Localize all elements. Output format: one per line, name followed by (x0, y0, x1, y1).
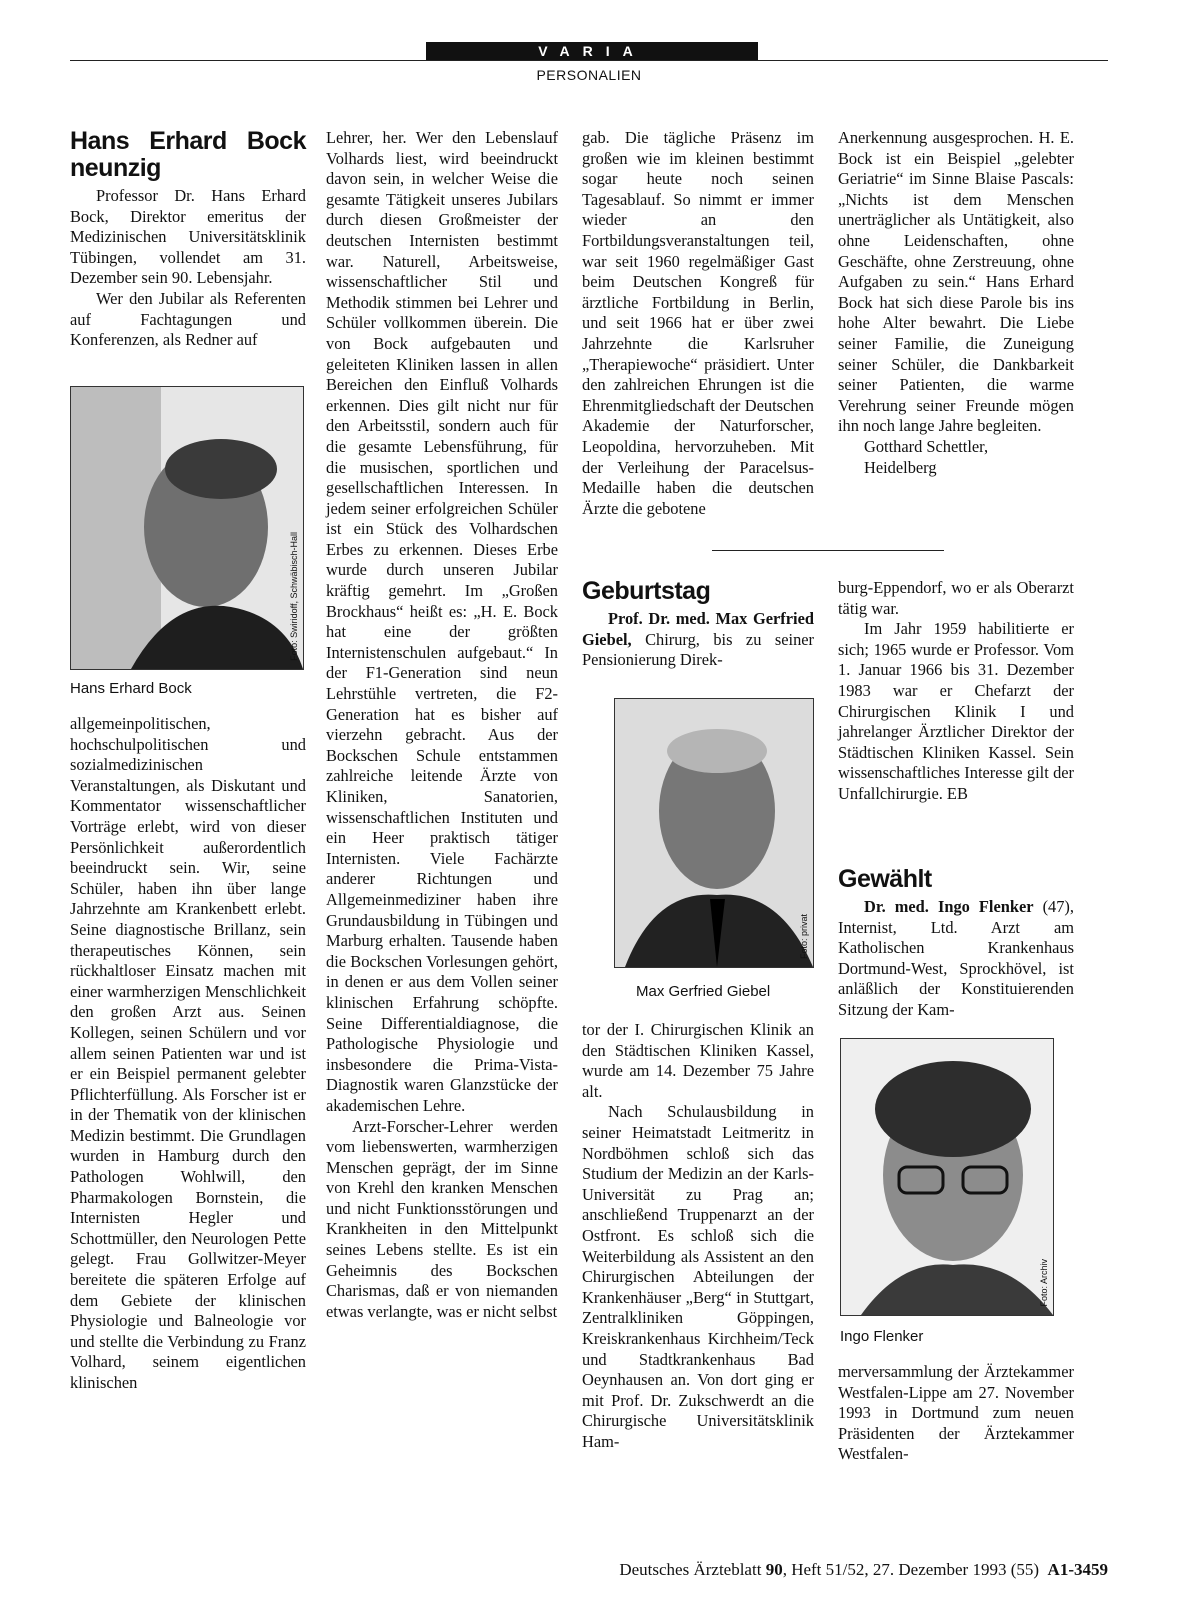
article1-col1-top (70, 128, 306, 351)
article2-lead-text: Chirurg, bis zu seiner Pensionierung Direk- (582, 629, 814, 670)
section-label: VARIA (426, 42, 758, 60)
article2-paragraph: burg-Eppendorf, wo er als Oberarzt tätig war. (838, 578, 1074, 618)
article1-author-city: Heidelberg (864, 457, 937, 477)
article3-bottom (838, 1362, 1074, 1465)
article1-author: Gotthard Schettler, (864, 436, 989, 456)
page-number: A1-3459 (1047, 1560, 1108, 1579)
photo-credit: Foto: Swiridoff, Schwäbisch-Hall (289, 532, 299, 661)
article1-col4 (838, 128, 1074, 478)
article3-paragraph: merversammlung der Ärztekammer Westfalen-Lippe am 27. November 1993 in Dortmund zum neuen Präsidenten der Ärztekammer Westfalen- (838, 1362, 1074, 1464)
article1-col2 (326, 128, 558, 1322)
portrait-silhouette-icon (841, 1039, 1053, 1315)
article1-paragraph: gab. Die tägliche Präsenz im großen wie im kleinen bestimmt sogar heute noch seinen Tagesablauf. So nimmt er immer wieder an den Fortbildungsveranstaltungen teil, war seit 1960 regelmäßiger Gast beim Deutschen Kongreß für ärztliche Fortbildung in Berlin, und seit 1966 hat er über zwei Jahrzehnte die Karlsruher „Therapiewoche“ präsidiert. Unter den zahlreichen Ehrungen ist die Ehrenmitgliedschaft der Deutschen Akademie der Naturforscher, Leopoldina, hervorzuheben. Mit der Verleihung der Paracelsus-Medaille haben die deutschen Ärzte die gebotene (582, 128, 814, 518)
article2-title: Geburtstag (582, 577, 711, 605)
article1-paragraph: Lehrer, her. Wer den Lebenslauf Volhards liest, wird beeindruckt davon sein, in welcher Weise die gesamte Tätigkeit unseres Jubilars durch diesen Großmeister der deutschen Internisten bestimmt war. Naturell, Arbeitsweise, wissenschaftlicher Stil und Methodik stimmen bei Lehrer und Schüler vollkommen überein. Die von Bock aufgebauten und geleiteten Kliniken lassen in allen Bereichen den Einfluß Volhards erkennen. Dies gilt nicht nur für den Arbeitsstil, sondern auch für die gesamte Lebensführung, für die musischen, sportlichen und gesellschaftlichen Interessen. In jedem seiner erfolgreichen Schüler ist ein Stück des Volhardschen Erbes zu erkennen. Dieses Erbe wurde durch unseren Jubilar kräftig gemehrt. Im „Großen Brockhaus“ heißt es: „H. E. Bock hat eine der größten Internistenschulen aufgebaut.“ In der F1-Generation sind neun Lehrstühle vertreten, die F2-Generation hat es bisher auf vierzehn gebracht. Aus der Bockschen Schule entstammen zahlreiche leitende Ärzte von Kliniken, Sanatorien, wissenschaftlichen Instituten und ein Heer praktisch tätiger Internisten. Viele Fachärzte anderer Richtungen und Allgemeinmediziner haben ihre Grundausbildung in Tübingen und Marburg erhalten. Tausende haben die Bockschen Vorlesungen gehört, in denen er aus dem Vollen seiner klinischen Erfahrung schöpfte. Seine Differentialdiagnose, die Pathologische Physiologie und insbesondere die Prima-Vista-Diagnostik waren Glanzstücke der akademischen Lehre. (326, 128, 558, 1115)
article2-paragraph: tor der I. Chirurgischen Klinik an den Städtischen Kliniken Kassel, wurde am 14. Dezember 75 Jahre alt. (582, 1020, 814, 1101)
journal-name: Deutsches Ärzteblatt (619, 1560, 762, 1579)
article2-top (582, 578, 814, 671)
article3-lead-text: (47), Internist, Ltd. Arzt am Katholischen Krankenhaus Dortmund-West, Sprockhövel, ist anläßlich der Konstituierenden Sitzung der Kam- (838, 897, 1074, 1019)
article2-col3-bottom (582, 1020, 814, 1452)
bock-photo (70, 386, 304, 670)
page-footer (619, 1560, 1108, 1580)
article1-title: Hans Erhard Bock neunzig (70, 127, 306, 182)
portrait-silhouette-icon (615, 699, 813, 967)
journal-volume: 90 (765, 1560, 783, 1579)
article1-paragraph: Wer den Jubilar als Referenten auf Fachtagungen und Konferenzen, als Redner auf (70, 288, 306, 350)
bock-caption: Hans Erhard Bock (70, 680, 192, 697)
article1-paragraph: Anerkennung ausgesprochen. H. E. Bock ist ein Beispiel „gelebter Geriatrie“ im Sinne Blaise Pascals: „Nichts ist dem Menschen unerträglicher als Untätigkeit, also ohne Leidenschaften, ohne Geschäfte, ohne Zerstreuung, ohne Aufgaben zu sein.“ Hans Erhard Bock hat sich diese Parole bis ins hohe Alter bewahrt. Die Liebe seiner Familie, die Zuneigung seiner Schüler, die Dankbarkeit seiner Patienten, die warme Verehrung seiner Freunde mögen ihn noch lange Jahre begleiten. (838, 128, 1074, 436)
article2-paragraph: Nach Schulausbildung in seiner Heimatstadt Leitmeritz in Nordböhmen schloß sich das Studium der Medizin an der Karls-Universität zu Prag an; anschließend Truppenarzt an der Ostfront. Es schloß sich die Weiterbildung als Assistent an den Chirurgischen Abteilungen der Krankenhäuser „Berg“ in Stuttgart, Zentralkliniken Göppingen, Kreiskrankenhaus Kirchheim/Teck und Stadtkrankenhaus Bad Oeynhausen an. Von dort ging er mit Prof. Dr. Zukschwerdt an die Chirurgische Universitätsklinik Ham- (582, 1102, 814, 1451)
article2-lead-name: Prof. Dr. med. Max Gerfried Giebel, (582, 609, 814, 649)
subsection-label: PERSONALIEN (536, 67, 642, 83)
giebel-caption: Max Gerfried Giebel (636, 983, 771, 1000)
article3-top (838, 866, 1074, 1021)
giebel-photo (614, 698, 814, 968)
article1-paragraph: Professor Dr. Hans Erhard Bock, Direktor emeritus der Medizinischen Universitätsklinik Tübingen, vollendet am 31. Dezember sein 90. Lebensjahr. (70, 186, 306, 288)
article2-col4 (838, 578, 1074, 805)
article1-paragraph: Arzt-Forscher-Lehrer werden vom liebenswerten, warmherzigen Menschen geprägt, der im Sinne von Krehl den kranken Menschen und nicht Funktionsstörungen und Krankheiten in den Mittelpunkt seines Lebens stellte. Es ist ein Geheimnis des Bockschen Charismas, daß er von niemanden etwas verlangte, was er nicht selbst (326, 1116, 558, 1321)
photo-credit: Foto: Archiv (1039, 1259, 1049, 1307)
article1-col1-bottom (70, 714, 306, 1394)
article-divider (712, 550, 944, 551)
header-rule (70, 60, 1108, 61)
journal-issue: , Heft 51/52, 27. Dezember 1993 (55) (782, 1560, 1040, 1579)
portrait-silhouette-icon (71, 387, 303, 669)
photo-credit: Foto: privat (799, 913, 809, 959)
article3-lead-name: Dr. med. Ingo Flenker (864, 897, 1034, 916)
article1-col3 (582, 128, 814, 519)
flenker-photo (840, 1038, 1054, 1316)
article1-paragraph: allgemeinpolitischen, hochschulpolitischen und sozialmedizinischen Veranstaltungen, als Diskutant und Kommentator wissenschaftlicher Vorträge erlebt, wird von dieser Persönlichkeit außerordentlich beeindruckt sein. Wir, seine Schüler, haben ihn über lange Jahrzehnte am Krankenbett erlebt. Seine diagnostische Brillanz, sein therapeutisches Können, sein rückhaltloser Einsatz machen mit einer warmherzigen Menschlichkeit den großen Arzt aus. Seinen Kollegen, seinen Schülern und vor allem seinen Patienten war und ist er ein Beispiel permanent gelebter Pflichterfüllung. Als Forscher ist er in der Thematik von der klinischen Medizin bestimmt. Die Grundlagen wurden in Hamburg durch den Pathologen Wohlwill, den Pharmakologen Bornstein, die Internisten Hegler und Schottmüller, den Neurologen Pette gelegt. Frau Gollwitzer-Meyer bereitete die späteren Erfolge auf dem Gebiete der klinischen Physiologie und Balneologie vor und stellte die Verbindung zu Franz Volhard, seinem eigentlichen klinischen (70, 714, 306, 1392)
flenker-caption: Ingo Flenker (840, 1328, 924, 1345)
article3-title: Gewählt (838, 865, 932, 893)
article2-paragraph: Im Jahr 1959 habilitierte er sich; 1965 wurde er Professor. Vom 1. Januar 1966 bis 31. Dezember 1983 war er Chefarzt der Chirurgischen Klinik I und jahrelanger Ärztlicher Direktor der Städtischen Kliniken Kassel. Sein wissenschaftliches Interesse gilt der Unfallchirurgie. EB (838, 619, 1074, 803)
